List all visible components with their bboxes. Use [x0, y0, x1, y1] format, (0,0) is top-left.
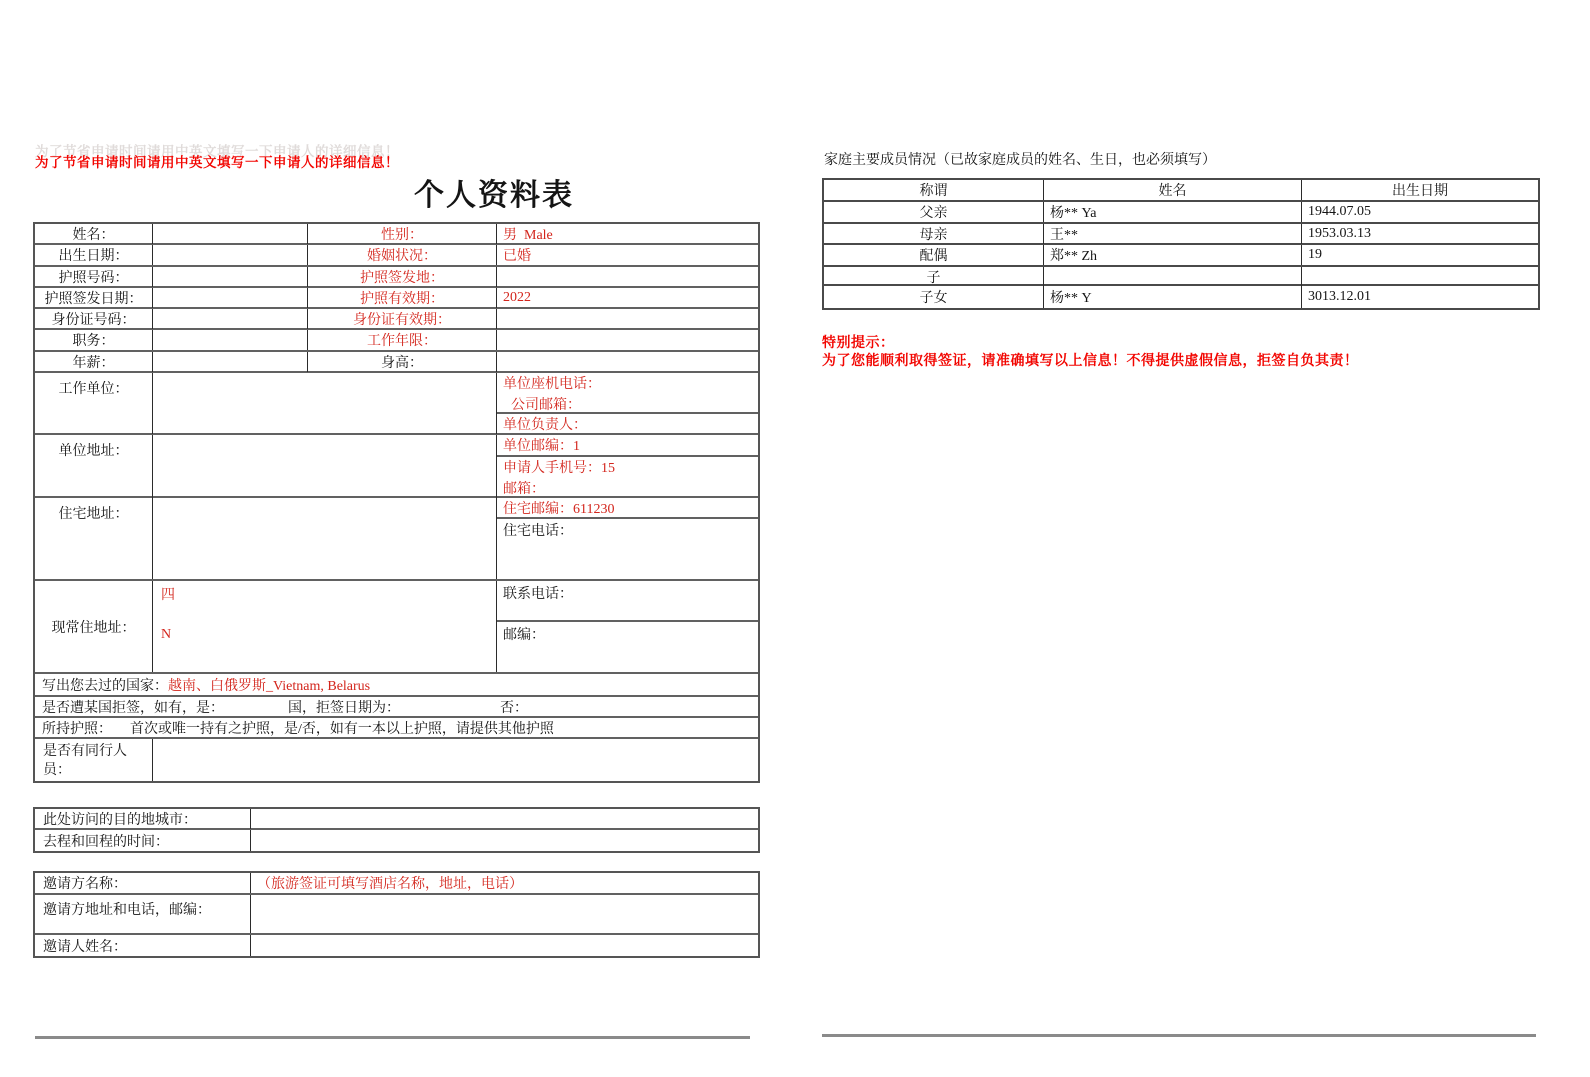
- mother-name[interactable]: 王**: [1044, 224, 1302, 244]
- work-years-field[interactable]: [497, 330, 758, 350]
- father-relation: 父亲: [824, 202, 1044, 222]
- work-address-field[interactable]: [153, 435, 497, 500]
- home-address-label: 住宅地址：: [35, 498, 153, 579]
- position-label: 职务：: [35, 330, 153, 350]
- birthdate-label: 出生日期：: [35, 245, 153, 265]
- inviter-address-field[interactable]: [251, 895, 758, 933]
- company-email-label[interactable]: 公司邮箱：: [511, 397, 581, 413]
- table-row-passport-issue: [35, 288, 758, 309]
- son-birth[interactable]: [1302, 267, 1538, 287]
- fill-instruction-text: 为了节省申请时间请用中英文填写一下申请人的详细信息！: [35, 155, 399, 170]
- work-manager-label[interactable]: 单位负责人：: [503, 418, 587, 434]
- family-row-father: [824, 202, 1538, 224]
- work-zip-field[interactable]: 单位邮编：1: [497, 435, 758, 457]
- son-relation: 子: [824, 267, 1044, 287]
- refusal-no-label: 否：: [500, 700, 528, 716]
- companion-row: [35, 739, 758, 781]
- passport-issue-date-field[interactable]: [153, 288, 308, 308]
- salary-field[interactable]: [153, 352, 308, 372]
- invitation-table: [33, 871, 760, 958]
- passport-issue-date-label: 护照签发日期：: [35, 288, 153, 308]
- instruction-ghost-artifact: 为了节省申请时间请用中英文填写一下申请人的详细信息！: [35, 144, 399, 159]
- work-unit-section: [35, 373, 758, 435]
- id-expiry-field[interactable]: [497, 309, 758, 329]
- inviter-person-row: [35, 935, 758, 956]
- family-row-son: [824, 267, 1538, 286]
- gender-label: 性别：: [308, 224, 497, 244]
- work-years-label: 工作年限：: [308, 330, 497, 350]
- applicant-mobile-field[interactable]: 申请人手机号：15: [503, 461, 615, 477]
- work-unit-label: 工作单位：: [35, 373, 153, 434]
- destination-city-row: [35, 809, 758, 830]
- companion-label-line1: 是否有同行人: [43, 744, 127, 760]
- home-phone-label[interactable]: 住宅电话：: [503, 524, 573, 540]
- visa-refusal-row[interactable]: [35, 697, 758, 718]
- height-field[interactable]: [497, 352, 758, 372]
- home-address-section: [35, 498, 758, 581]
- table-row-id-no: [35, 309, 758, 330]
- inviter-name-field[interactable]: （旅游签证可填写酒店名称，地址，电话）: [257, 877, 523, 892]
- destination-city-field[interactable]: [251, 809, 758, 829]
- page-separator-line-right: [822, 1034, 1536, 1037]
- marital-status-label: 婚姻状况：: [308, 245, 497, 265]
- father-birth[interactable]: 1944.07.05: [1308, 204, 1371, 219]
- destination-table: [33, 807, 760, 853]
- destination-city-label: 此处访问的目的地城市：: [35, 809, 251, 829]
- id-no-label: 身份证号码：: [35, 309, 153, 329]
- passport-expiry-label: 护照有效期：: [308, 288, 497, 308]
- inviter-person-label: 邀请人姓名：: [35, 935, 251, 956]
- held-passport-label: 所持护照：: [42, 721, 112, 737]
- children-birth[interactable]: 3013.12.01: [1308, 288, 1371, 304]
- home-zip-field[interactable]: 住宅邮编：611230: [497, 498, 758, 519]
- visited-countries-label: 写出您去过的国家：: [42, 678, 168, 694]
- family-row-spouse: [824, 245, 1538, 267]
- passport-no-field[interactable]: [153, 267, 308, 287]
- mother-birth[interactable]: 1953.03.13: [1308, 225, 1371, 241]
- companion-field[interactable]: [153, 739, 758, 781]
- family-row-children: [824, 286, 1538, 308]
- held-passport-row[interactable]: [35, 718, 758, 739]
- table-row-passport-no: [35, 267, 758, 288]
- birthdate-column-header: 出生日期: [1392, 184, 1448, 199]
- inviter-name-label: 邀请方名称：: [35, 873, 251, 893]
- current-address-line2: N: [161, 627, 172, 643]
- position-field[interactable]: [153, 330, 308, 350]
- visited-countries-value: 越南、白俄罗斯_Vietnam, Belarus: [168, 678, 371, 694]
- work-address-label: 单位地址：: [35, 435, 153, 500]
- work-phone-label[interactable]: 单位座机电话：: [503, 377, 601, 393]
- refusal-question-label: 是否遭某国拒签，如有，是：: [42, 700, 224, 716]
- family-row-mother: [824, 224, 1538, 246]
- travel-dates-field[interactable]: [251, 830, 758, 851]
- father-name[interactable]: 杨** Ya: [1044, 202, 1302, 222]
- son-name[interactable]: [1044, 267, 1302, 287]
- salary-label: 年薪：: [35, 352, 153, 372]
- family-members-table: [822, 178, 1540, 310]
- passport-place-field[interactable]: [497, 267, 758, 287]
- name-label: 姓名：: [35, 224, 153, 244]
- current-address-line1: 四: [161, 588, 175, 604]
- inviter-address-label: 邀请方地址和电话，邮编：: [35, 895, 251, 933]
- table-row-name: [35, 224, 758, 245]
- held-passport-text: 首次或唯一持有之护照，是/否，如有一本以上护照，请提供其他护照: [130, 721, 554, 737]
- name-column-header: 姓名: [1044, 180, 1302, 200]
- travel-dates-label: 去程和回程的时间：: [35, 830, 251, 851]
- current-address-label: 现常住地址：: [35, 581, 153, 672]
- name-field[interactable]: [153, 224, 308, 244]
- inviter-person-field[interactable]: [251, 935, 758, 956]
- passport-place-label: 护照签发地：: [308, 267, 497, 287]
- companion-label: [35, 739, 153, 781]
- contact-phone-label[interactable]: 联系电话：: [497, 581, 758, 622]
- id-no-field[interactable]: [153, 309, 308, 329]
- family-section-header: 家庭主要成员情况（已故家庭成员的姓名、生日，也必须填写）: [824, 153, 1216, 168]
- height-label: 身高：: [308, 352, 497, 372]
- personal-info-table: [33, 222, 760, 783]
- relation-column-header: 称谓: [824, 180, 1044, 200]
- spouse-birth[interactable]: 19: [1308, 247, 1322, 262]
- page-separator-line-left: [35, 1036, 750, 1039]
- home-address-field[interactable]: [153, 498, 497, 579]
- children-relation: 子女: [824, 286, 1044, 308]
- work-unit-field[interactable]: [153, 373, 497, 434]
- inviter-address-row: [35, 895, 758, 935]
- passport-no-label: 护照号码：: [35, 267, 153, 287]
- applicant-email-label[interactable]: 邮箱：: [503, 481, 545, 497]
- marital-status-field[interactable]: 已婚: [503, 249, 531, 265]
- spouse-name[interactable]: 郑** Zh: [1044, 245, 1302, 265]
- page-title: 个人资料表: [414, 179, 574, 212]
- refusal-date-label: 国，拒签日期为：: [288, 700, 400, 716]
- table-row-position: [35, 330, 758, 351]
- current-address-field[interactable]: [153, 581, 497, 672]
- special-notice-title: 特别提示：: [822, 334, 895, 350]
- id-expiry-label: 身份证有效期：: [308, 309, 497, 329]
- children-name[interactable]: 杨** Y: [1044, 286, 1302, 308]
- mother-relation: 母亲: [824, 224, 1044, 244]
- work-address-section: [35, 435, 758, 498]
- special-notice-body: 为了您能顺利取得签证，请准确填写以上信息！不得提供虚假信息，拒签自负其责！: [822, 352, 1359, 368]
- spouse-relation: 配偶: [824, 245, 1044, 265]
- current-zip-label[interactable]: 邮编：: [503, 628, 545, 644]
- companion-label-line2: 员：: [43, 763, 71, 779]
- gender-field[interactable]: 男 Male: [503, 228, 553, 243]
- current-address-section: [35, 581, 758, 674]
- table-row-birthdate: [35, 245, 758, 266]
- table-row-salary: [35, 352, 758, 373]
- inviter-name-row: [35, 873, 758, 895]
- visited-countries-row[interactable]: [35, 674, 758, 697]
- passport-expiry-field[interactable]: 2022: [503, 289, 531, 305]
- birthdate-field[interactable]: [153, 245, 308, 265]
- travel-dates-row: [35, 830, 758, 851]
- family-header-row: [824, 180, 1538, 202]
